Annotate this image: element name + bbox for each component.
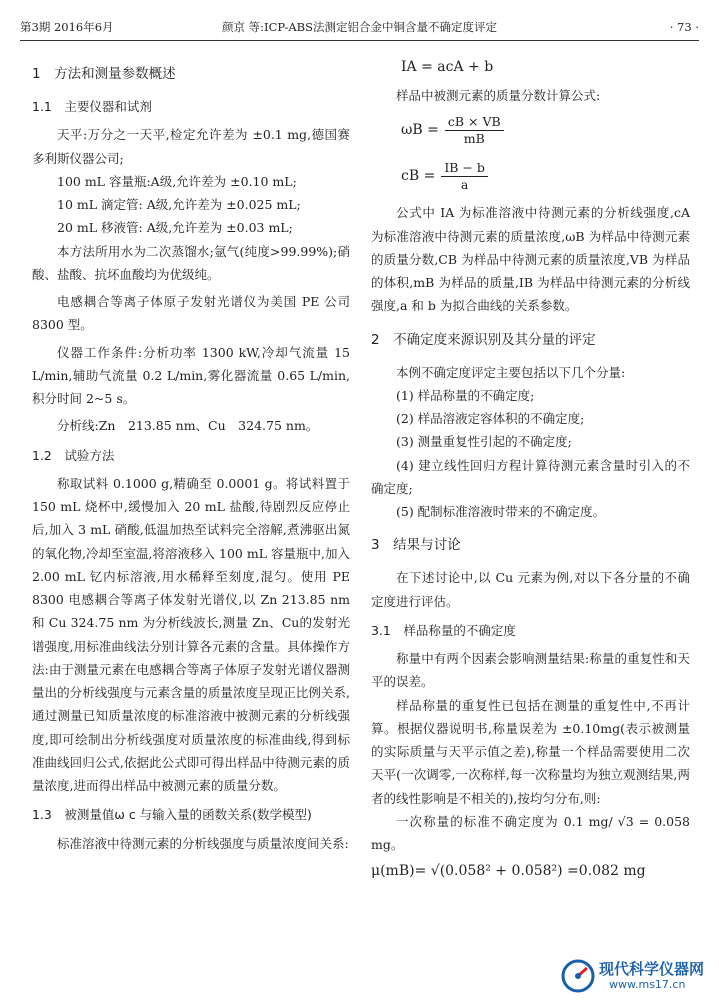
- section-2-heading: 2 不确定度来源识别及其分量的评定: [371, 331, 596, 348]
- paragraph: 分析线:Zn 213.85 nm、Cu 324.75 nm。: [57, 418, 319, 434]
- list-item: (3) 测量重复性引起的不确定度;: [396, 434, 572, 450]
- right-column: [371, 52, 690, 888]
- section-1-2-heading: 1.2 试验方法: [32, 447, 115, 463]
- paragraph: 电感耦合等离子体原子发射光谱仪为美国 PE 公司 8300 型。: [32, 294, 350, 333]
- paragraph: 本例不确定度评定主要包括以下几个分量:: [396, 364, 626, 380]
- paragraph: 标准溶液中待测元素的分析线强度与质量浓度间关系:: [57, 835, 349, 851]
- list-item: (5) 配制标准溶液时带来的不确定度。: [396, 504, 606, 520]
- section-1-1-heading: 1.1 主要仪器和试剂: [32, 99, 152, 115]
- denominator: mB: [463, 130, 485, 146]
- paragraph: 仪器工作条件:分析功率 1300 kW,冷却气流量 15 L/min,辅助气流量 0.2 L/min,雾化器流量 0.65 L/min,积分时间 2~5 s。: [32, 344, 350, 407]
- paragraph: 100 mL 容量瓶:A级,允许差为 ±0.10 mL;: [57, 173, 297, 189]
- paragraph: 20 mL 移液管: A级,允许差为 ±0.03 mL;: [57, 220, 293, 236]
- header-page-number: · 73 ·: [669, 20, 699, 34]
- watermark-logo: [561, 956, 711, 996]
- section-3-1-heading: 3.1 样品称量的不确定度: [371, 622, 516, 638]
- logo-url: www.ms17.cn: [609, 978, 686, 991]
- header-rule: [20, 40, 699, 41]
- formula-lhs: cB =: [401, 168, 436, 185]
- paragraph: 称取试料 0.1000 g,精确至 0.0001 g。将试料置于 150 mL 烧杯中,缓慢加入 20 mL 盐酸,待剧烈反应停止后,加入 3 mL 硝酸,低温加热至试料完全溶解,煮沸驱出氮的氧化物,冷却至室温,将溶液移入 100 mL 容量瓶中,加入 2.00 mL 钇内标溶液,用水稀释至刻度,混匀。使用 PE 8300 电感耦合等离子体发射光谱仪,以 Zn 213.85 nm和 Cu 324.75 nm 为分析线波长,测量 Zn、Cu的发射光谱强度,用标准曲线法分别计算各元素的含量。具体操作方法:由于测量元素在电感耦合等离子体原子发射光谱仪器测量出的分析线强度与元素含量的质量浓度呈现正比例关系,通过测量已知质量浓度的标准溶液中被测元素的分析线强度,即可绘制出分析线强度对质量浓度的标准曲线,得到标准曲线回归公式,依据此公式即可得出样品中待测元素的质量浓度,进而得出样品中被测元素的质量分数。: [32, 475, 350, 794]
- paragraph: 在下述讨论中,以 Cu 元素为例,对以下各分量的不确定度进行评估。: [371, 570, 690, 609]
- paragraph: 样品称量的重复性已包括在测量的重复性中,不再计算。根据仪器说明书,称量误差为 ±0.10mg(表示被测量的实际质量与天平示值之差),称量一个样品需要使用二次天平(一次调零,一次称样,每一次称量均为独立观测结果,两者的线性影响是不相关的),按均匀分布,则:: [371, 697, 690, 806]
- fraction: [441, 160, 488, 194]
- formula-mass-fraction: [401, 109, 690, 151]
- fraction: [445, 114, 504, 148]
- header-title: 颜京 等:ICP-ABS法测定铝合金中铜含量不确定度评定: [222, 20, 497, 34]
- list-item: (4) 建立线性回归方程计算待测元素含量时引入的不确定度;: [371, 457, 690, 496]
- numerator: cB × VB: [445, 114, 504, 131]
- formula-concentration: [401, 155, 690, 197]
- section-3-heading: 3 结果与讨论: [371, 537, 461, 554]
- paragraph: 称量中有两个因素会影响测量结果:称量的重复性和天平的误差。: [371, 651, 690, 690]
- numerator: IB − b: [441, 160, 488, 177]
- paragraph: 本方法所用水为二次蒸馏水;氩气(纯度>99.99%);硝酸、盐酸、抗坏血酸均为优级纯。: [32, 243, 350, 282]
- section-1-3-heading: 1.3 被测量值ω c 与输入量的函数关系(数学模型): [32, 807, 312, 823]
- left-column: [32, 52, 350, 855]
- header-issue: 第3期 2016年6月: [20, 20, 114, 34]
- formula-lhs: ωB =: [401, 122, 439, 139]
- section-1-heading: 1 方法和测量参数概述: [32, 66, 176, 82]
- formula-calibration: IA = acA + b: [401, 58, 494, 75]
- list-item: (1) 样品称量的不确定度;: [396, 387, 535, 403]
- logo-name: 现代科学仪器网: [599, 960, 705, 978]
- denominator: a: [460, 176, 469, 192]
- list-item: (2) 样品溶液定容体积的不确定度;: [396, 411, 585, 427]
- running-header: [20, 18, 699, 36]
- paragraph: 天平:万分之一天平,检定允许差为 ±0.1 mg,德国赛多利斯仪器公司;: [32, 127, 350, 166]
- paragraph: 公式中 IA 为标准溶液中待测元素的分析线强度,cA 为标准溶液中待测元素的质量浓度,ωB 为样品中待测元素的质量分数,CB 为样品中待测元素的质量浓度,VB 为样品的体积,mB 为样品的质量,IB 为样品中待测元素的分析线强度,a 和 b 为拟合曲线的关系参数。: [371, 205, 690, 314]
- paragraph: 样品中被测元素的质量分数计算公式:: [396, 88, 601, 103]
- formula-weighing-uncertainty: μ(mB)= √(0.058² + 0.058²) =0.082 mg: [371, 863, 646, 880]
- gauge-icon: [561, 959, 595, 993]
- paragraph: 一次称量的标准不确定度为 0.1 mg/ √3 = 0.058 mg。: [371, 813, 690, 853]
- paragraph: 10 mL 滴定管: A级,允许差为 ±0.025 mL;: [57, 197, 301, 213]
